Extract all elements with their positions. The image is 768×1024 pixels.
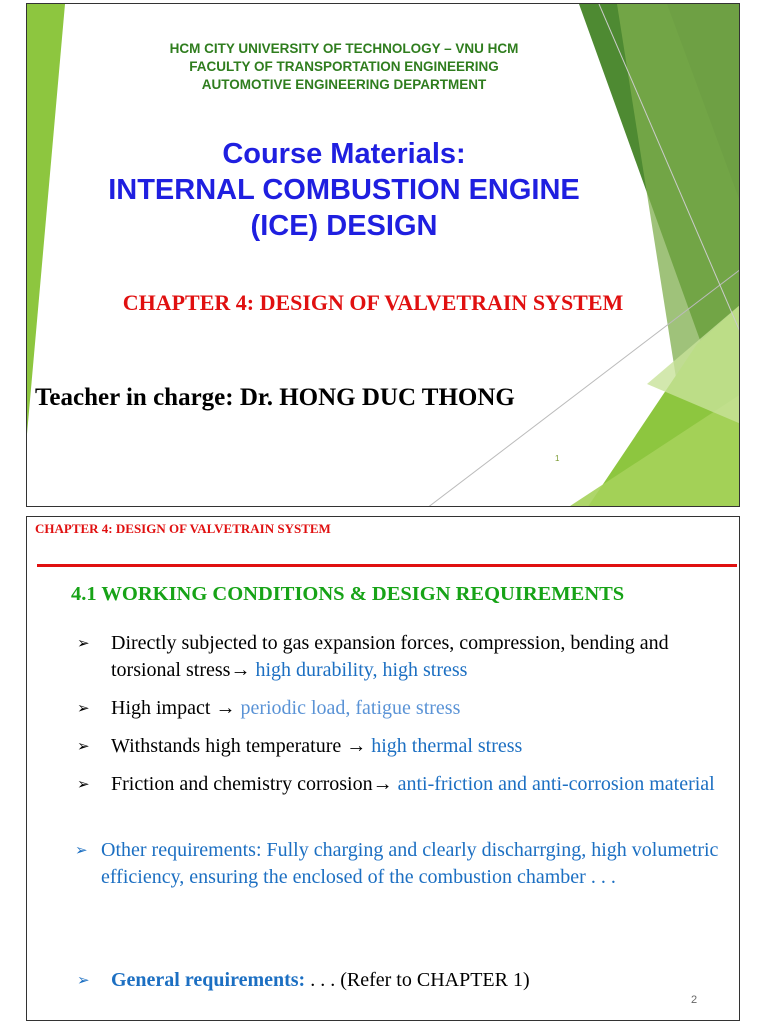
university-name: HCM CITY UNIVERSITY OF TECHNOLOGY – VNU HCM xyxy=(169,41,519,56)
bullet-arrow-icon: ➢ xyxy=(77,971,90,989)
page-number: 1 xyxy=(555,454,560,463)
general-label: General requirements: xyxy=(111,969,306,991)
arrow-icon: → xyxy=(346,735,367,757)
bullet-arrow-icon: ➢ xyxy=(77,775,90,793)
section-title: 4.1 WORKING CONDITIONS & DESIGN REQUIREMENTS xyxy=(71,583,625,605)
general-requirements xyxy=(77,967,727,994)
arrow-icon: → xyxy=(372,773,393,795)
general-text: . . . (Refer to CHAPTER 1) xyxy=(305,969,530,991)
list-item xyxy=(77,771,727,798)
faculty-name: FACULTY OF TRANSPORTATION ENGINEERING xyxy=(189,59,499,74)
course-label: Course Materials: xyxy=(222,138,466,170)
chapter-header: CHAPTER 4: DESIGN OF VALVETRAIN SYSTEM xyxy=(35,521,331,536)
arrow-icon: → xyxy=(215,697,236,719)
bullet-text: Withstands high temperature xyxy=(111,735,347,757)
chapter-title: CHAPTER 4: DESIGN OF VALVETRAIN SYSTEM xyxy=(122,290,624,315)
teacher-name: Teacher in charge: Dr. HONG DUC THONG xyxy=(35,384,515,411)
course-title-line1: INTERNAL COMBUSTION ENGINE xyxy=(108,174,580,206)
bullet-arrow-icon: ➢ xyxy=(77,737,90,755)
page-number: 2 xyxy=(691,994,698,1006)
list-item xyxy=(77,630,727,684)
bullet-highlight: anti-friction and anti-corrosion material xyxy=(392,773,715,795)
other-requirements xyxy=(75,837,725,891)
list-item xyxy=(77,695,727,722)
content-slide xyxy=(26,516,740,1021)
bullet-text: Friction and chemistry corrosion xyxy=(111,773,373,795)
title-slide xyxy=(26,3,740,507)
course-title-line2: (ICE) DESIGN xyxy=(250,210,438,242)
arrow-icon: → xyxy=(230,659,251,681)
bullet-highlight: high durability, high stress xyxy=(250,659,468,681)
bullet-text: Directly subjected to gas expansion forces, compression, bending and torsional stress xyxy=(111,632,669,681)
list-item xyxy=(77,733,727,760)
bullet-highlight: high thermal stress xyxy=(366,735,523,757)
bullet-highlight: periodic load, fatigue stress xyxy=(235,697,461,719)
other-requirements-text: Other requirements: Fully charging and clearly discharrging, high volumetric efficiency, ensuring the enclosed of the combustion chamber . . . xyxy=(101,839,719,888)
header-divider xyxy=(37,564,737,567)
bullet-arrow-icon: ➢ xyxy=(77,634,90,652)
bullet-arrow-icon: ➢ xyxy=(77,699,90,717)
department-name: AUTOMOTIVE ENGINEERING DEPARTMENT xyxy=(201,77,487,92)
bullet-text: High impact xyxy=(111,697,216,719)
bullet-arrow-icon: ➢ xyxy=(75,841,88,859)
